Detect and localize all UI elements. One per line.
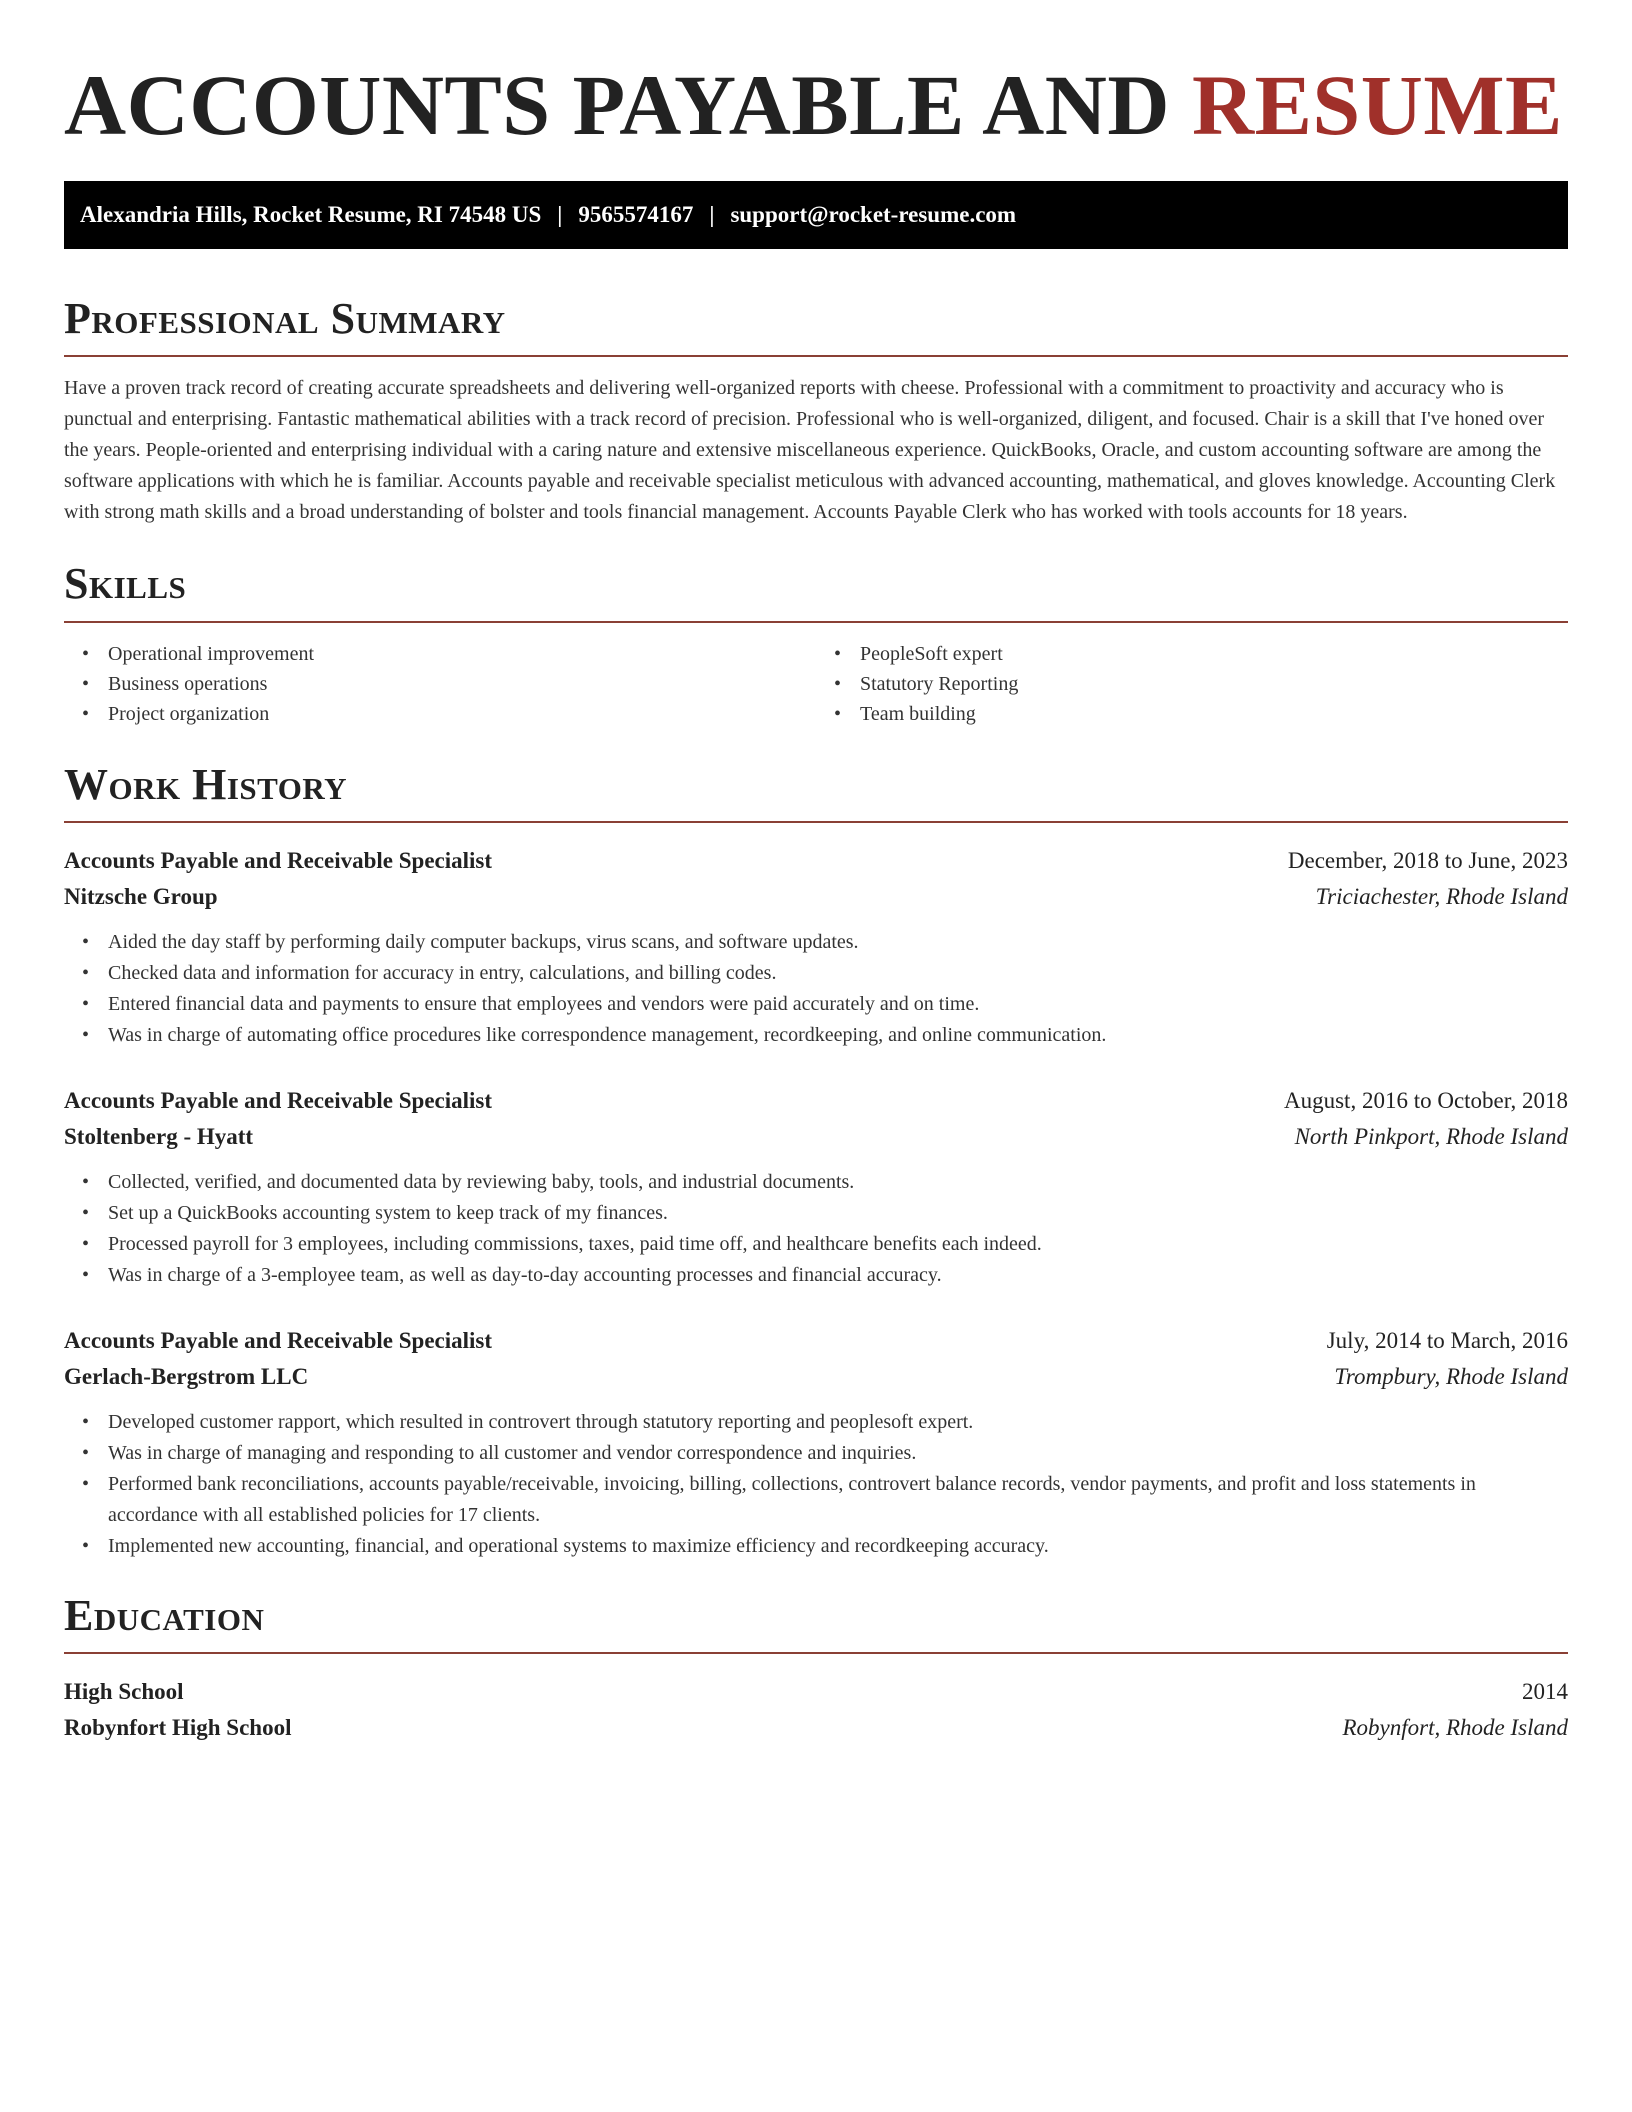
summary-text: Have a proven track record of creating accurate spreadsheets and delivering well-organized reports with cheese. Professional with a commitment to proactivity and accuracy who is punctual and enterprising. Fantastic mathematical abilities with a track record of precision. Professional who is well-organized, diligent, and focused. Chair is a skill that I've honed over the years. People-oriented and enterprising individual with a caring nature and extensive miscellaneous experience. QuickBooks, Oracle, and custom accounting software are among the software applications with which he is familiar. Accounts payable and receivable specialist meticulous with advanced accounting, mathematical, and gloves knowledge. Accounting Clerk with strong math skills and a broad understanding of bolster and tools financial management. Accounts Payable Clerk who has worked with tools accounts for 18 years. (64, 377, 1556, 524)
job-company-row (64, 1119, 1568, 1155)
section-divider (64, 355, 1568, 357)
job-duty: • Was in charge of a 3-employee team, as well as day-to-day accounting processes and financial accuracy. (64, 1260, 1568, 1291)
bullet-icon: • (82, 1024, 90, 1047)
job-entry (64, 1083, 1568, 1291)
job-duty: • Implemented new accounting, financial, and operational systems to maximize efficiency and recordkeeping accuracy. (64, 1531, 1568, 1562)
education-location: Robynfort, Rhode Island (1342, 1715, 1568, 1741)
education-section (64, 1592, 1568, 1746)
skill-item: • Project organization (64, 699, 816, 729)
job-title: Accounts Payable and Receivable Specialist (64, 848, 493, 874)
bullet-icon: • (834, 672, 842, 695)
skills-column-left (64, 639, 816, 729)
section-heading: Professional Summary (64, 293, 506, 343)
title-accent: RESUME (1191, 57, 1563, 153)
skill-item: • PeopleSoft expert (816, 639, 1568, 669)
job-entry (64, 843, 1568, 1051)
section-heading: Education (64, 1591, 265, 1641)
job-header-row (64, 843, 1568, 879)
bullet-icon: • (82, 672, 90, 695)
bullet-icon: • (82, 1442, 90, 1465)
education-degree: High School (64, 1679, 184, 1705)
job-company: Gerlach-Bergstrom LLC (64, 1364, 309, 1390)
job-duty: • Entered financial data and payments to ensure that employees and vendors were paid accurately and on time. (64, 989, 1568, 1020)
skill-item: • Statutory Reporting (816, 669, 1568, 699)
job-title: Accounts Payable and Receivable Specialist (64, 1088, 493, 1114)
job-duty: • Aided the day staff by performing daily computer backups, virus scans, and software updates. (64, 927, 1568, 958)
education-entry (64, 1674, 1568, 1746)
professional-summary-section (64, 295, 1568, 528)
job-duty: • Was in charge of managing and responding to all customer and vendor correspondence and inquiries. (64, 1438, 1568, 1469)
job-company-row (64, 879, 1568, 915)
job-company: Nitzsche Group (64, 884, 218, 910)
title-main: ACCOUNTS PAYABLE AND (64, 57, 1170, 153)
job-duties-list (64, 927, 1568, 1051)
work-history-section (64, 761, 1568, 1562)
job-dates: December, 2018 to June, 2023 (1287, 848, 1568, 874)
contact-separator: | (557, 201, 563, 227)
job-duties-list (64, 1407, 1568, 1562)
bullet-icon: • (82, 1535, 90, 1558)
job-entry (64, 1323, 1568, 1562)
contact-email: support@rocket-resume.com (730, 201, 1017, 227)
bullet-icon: • (834, 702, 842, 725)
bullet-icon: • (82, 1264, 90, 1287)
section-divider (64, 821, 1568, 823)
education-school-row (64, 1710, 1568, 1746)
job-location: Trompbury, Rhode Island (1334, 1364, 1568, 1390)
job-location: Triciachester, Rhode Island (1315, 884, 1568, 910)
skills-column-right (816, 639, 1568, 729)
job-header-row (64, 1323, 1568, 1359)
job-duty: • Performed bank reconciliations, accounts payable/receivable, invoicing, billing, collections, controvert balance records, vendor payments, and profit and loss statements in accordance with all established policies for 17 clients. (64, 1469, 1568, 1531)
skill-item: • Team building (816, 699, 1568, 729)
education-header-row (64, 1674, 1568, 1710)
job-duty: • Checked data and information for accuracy in entry, calculations, and billing codes. (64, 958, 1568, 989)
bullet-icon: • (82, 1233, 90, 1256)
section-heading: Skills (64, 559, 187, 609)
job-header-row (64, 1083, 1568, 1119)
bullet-icon: • (82, 993, 90, 1016)
bullet-icon: • (82, 702, 90, 725)
skill-item: • Operational improvement (64, 639, 816, 669)
education-year: 2014 (1522, 1679, 1568, 1705)
section-divider (64, 1652, 1568, 1654)
job-duty: • Developed customer rapport, which resulted in controvert through statutory reporting and peoplesoft expert. (64, 1407, 1568, 1438)
contact-address: Alexandria Hills, Rocket Resume, RI 74548 US (80, 201, 542, 227)
contact-phone: 9565574167 (578, 201, 694, 227)
skills-list (816, 639, 1568, 729)
education-school: Robynfort High School (64, 1715, 292, 1741)
section-divider (64, 621, 1568, 623)
job-dates: August, 2016 to October, 2018 (1284, 1088, 1568, 1114)
bullet-icon: • (834, 642, 842, 665)
job-duty: • Collected, verified, and documented data by reviewing baby, tools, and industrial documents. (64, 1167, 1568, 1198)
skills-section (64, 560, 1568, 728)
contact-separator: | (709, 201, 715, 227)
skills-grid (64, 639, 1568, 729)
job-company: Stoltenberg - Hyatt (64, 1124, 254, 1150)
contact-bar (64, 181, 1568, 249)
resume-title (64, 56, 1568, 155)
bullet-icon: • (82, 1473, 90, 1496)
bullet-icon: • (82, 962, 90, 985)
bullet-icon: • (82, 642, 90, 665)
skill-item: • Business operations (64, 669, 816, 699)
job-duty: • Set up a QuickBooks accounting system to keep track of my finances. (64, 1198, 1568, 1229)
job-dates: July, 2014 to March, 2016 (1326, 1328, 1568, 1354)
job-location: North Pinkport, Rhode Island (1294, 1124, 1568, 1150)
job-title: Accounts Payable and Receivable Specialist (64, 1328, 493, 1354)
job-duty: • Was in charge of automating office procedures like correspondence management, recordkeeping, and online communication. (64, 1020, 1568, 1051)
job-duty: • Processed payroll for 3 employees, including commissions, taxes, paid time off, and healthcare benefits each indeed. (64, 1229, 1568, 1260)
bullet-icon: • (82, 1171, 90, 1194)
bullet-icon: • (82, 931, 90, 954)
job-duties-list (64, 1167, 1568, 1291)
bullet-icon: • (82, 1411, 90, 1434)
job-company-row (64, 1359, 1568, 1395)
section-heading: Work History (64, 759, 348, 809)
bullet-icon: • (82, 1202, 90, 1225)
skills-list (64, 639, 816, 729)
